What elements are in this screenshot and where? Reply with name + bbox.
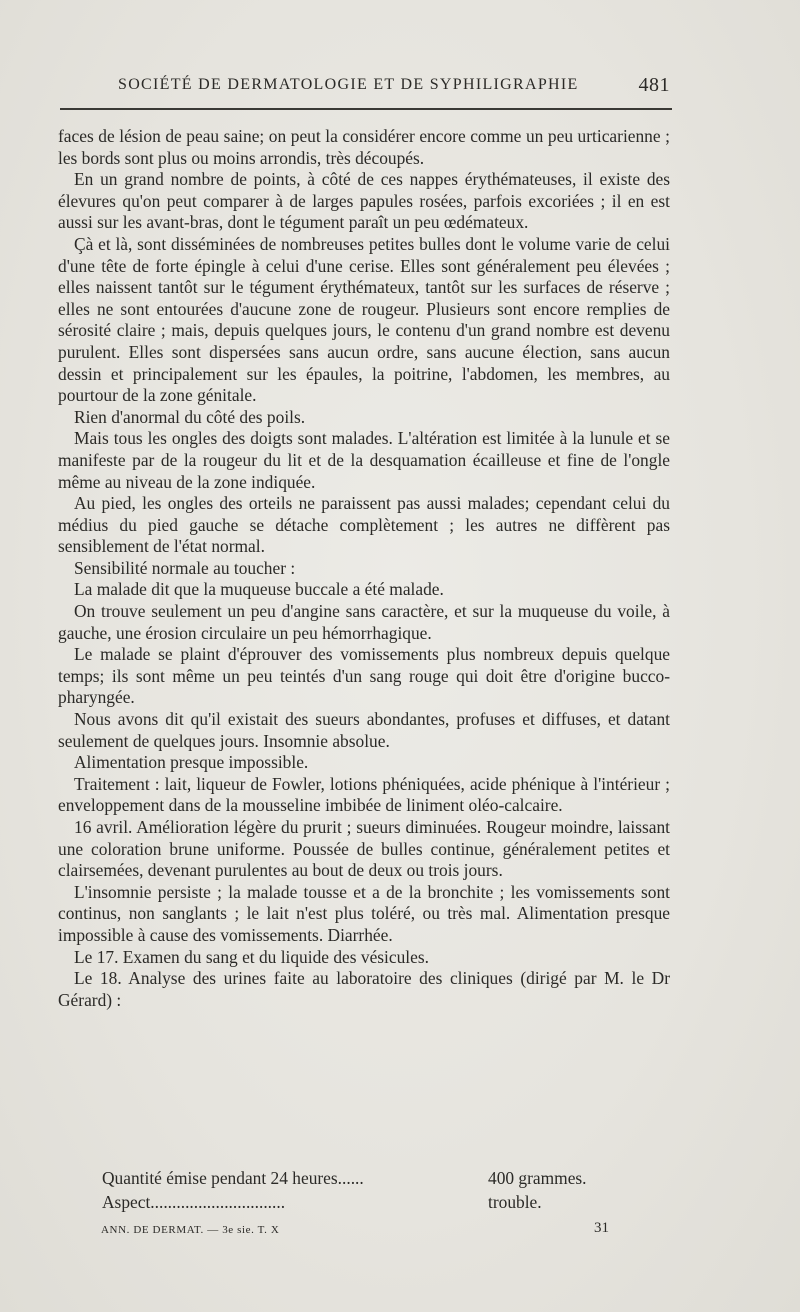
paragraph: Le 17. Examen du sang et du liquide des vésicules.: [74, 946, 429, 967]
body-text: [58, 126, 670, 1011]
paragraph: Rien d'anormal du côté des poils.: [74, 406, 306, 427]
table-row: [102, 1166, 662, 1190]
paragraph: Alimentation presque impossible.: [74, 752, 309, 773]
paragraph: 16 avril. Amélioration légère du prurit ; sueurs diminuées. Rougeur moindre, laissant une coloration brune uniforme. Poussée de bulles continue, généralement petites et clairsemées, devenant purulentes au bout de deux ou trois jours.: [58, 817, 670, 881]
paragraph: Le 18. Analyse des urines faite au laboratoire des cliniques (dirigé par M. le Dr Gérard) :: [58, 968, 670, 1010]
running-header: [60, 74, 672, 104]
paragraph: Le malade se plaint d'éprouver des vomissements plus nombreux depuis quelque temps; ils sont même un peu teintés d'un sang rouge qui doit être d'origine bucco-pharyngée.: [58, 644, 670, 708]
page-number: 481: [638, 74, 670, 96]
signature-number: 31: [594, 1220, 609, 1236]
row-label: Aspect...............................: [102, 1192, 286, 1212]
paragraph: La malade dit que la muqueuse buccale a été malade.: [74, 579, 444, 600]
paragraph: On trouve seulement un peu d'angine sans caractère, et sur la muqueuse du voile, à gauche, une érosion circulaire un peu hémorrhagique.: [58, 601, 670, 643]
table-row: [102, 1190, 662, 1214]
paragraph: Traitement : lait, liqueur de Fowler, lotions phéniquées, acide phénique à l'intérieur ; enveloppement dans de la mousseline imbibée de liniment oléo-calcaire.: [58, 773, 670, 816]
paragraph: Sensibilité normale au toucher :: [74, 557, 296, 578]
paragraph: Nous avons dit qu'il existait des sueurs abondantes, profuses et diffuses, et datant seulement de quelques jours. Insomnie absolue.: [58, 709, 670, 751]
header-rule: [60, 108, 672, 110]
paragraph: En un grand nombre de points, à côté de ces nappes érythémateuses, il existe des élevures qu'on peut comparer à de larges papules rosées, parfois excoriées ; il en est aussi sur les avant-bras, dont le tégument paraît un peu œdémateux.: [58, 169, 670, 233]
row-value: 400 grammes.: [488, 1168, 587, 1188]
row-label: Quantité émise pendant 24 heures......: [102, 1168, 364, 1188]
paragraph: L'insomnie persiste ; la malade tousse et a de la bronchite ; les vomissements sont continus, non sanglants ; le lait n'est plus toléré, ou très mal. Alimentation presque impossible à cause des vomissements. Diarrhée.: [58, 881, 670, 945]
urine-analysis-table: [102, 1166, 662, 1214]
paragraph: Au pied, les ongles des orteils ne paraissent pas aussi malades; cependant celui du médius du pied gauche se détache complètement ; les autres ne diffèrent pas sensiblement de l'état normal.: [58, 493, 670, 557]
paragraph: Mais tous les ongles des doigts sont malades. L'altération est limitée à la lunule et se manifeste par de la rougeur du lit et de la desquamation écailleuse et fine de l'ongle même au niveau de la zone indiquée.: [58, 428, 670, 492]
signature-mark: ANN. DE DERMAT. — 3e sie. T. X: [101, 1224, 280, 1236]
paragraph: faces de lésion de peau saine; on peut la considérer encore comme un peu urticarienne ; les bords sont plus ou moins arrondis, très découpés.: [58, 126, 670, 168]
running-title: SOCIÉTÉ DE DERMATOLOGIE ET DE SYPHILIGRAPHIE: [118, 76, 579, 93]
row-value: trouble.: [488, 1192, 542, 1212]
paragraph: Çà et là, sont disséminées de nombreuses petites bulles dont le volume varie de celui d'une tête de forte épingle à celui d'une cerise. Elles sont généralement peu élevées ; elles naissent tantôt sur le tégument érythémateux, tantôt sur les surfaces de réserve ; elles ne sont entourées d'aucune zone de rougeur. Plusieurs sont encore remplies de sérosité claire ; mais, depuis quelques jours, le contenu d'un grand nombre est devenu purulent. Elles sont dispersées sans aucun ordre, sans aucune élection, sans aucun dessin et principalement sur les épaules, la poitrine, l'abdomen, les membres, au pourtour de la zone génitale.: [58, 233, 670, 406]
